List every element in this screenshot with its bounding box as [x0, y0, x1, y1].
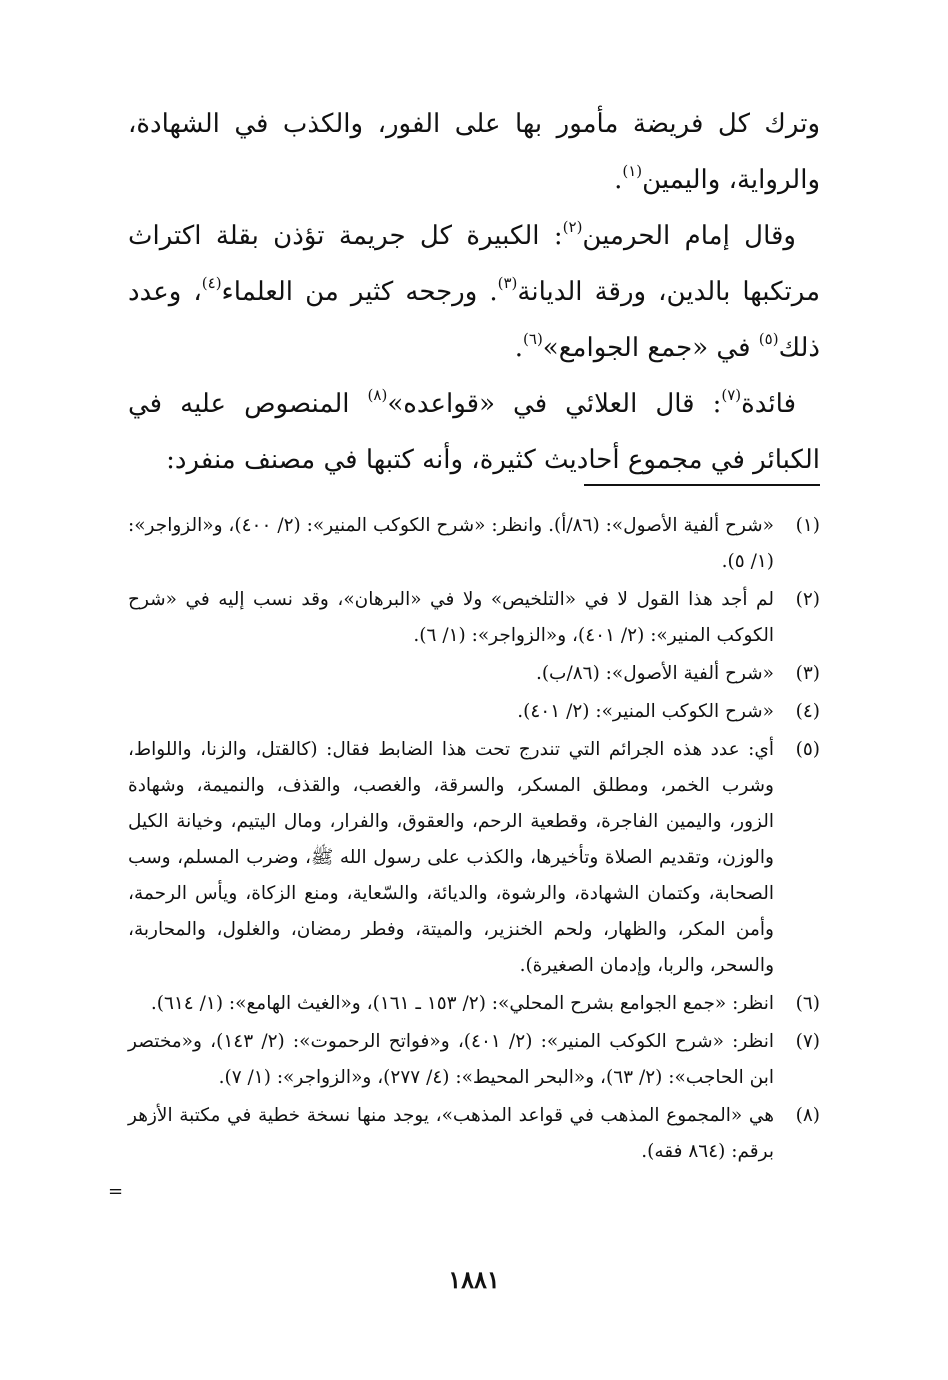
paragraph-text: المنصوص عليه في الكبائر في مجموع أحاديث كثيرة، وأنه كتبها في مصنف منفرد: — [128, 389, 820, 475]
paragraph-text: ، وعدد ذلك — [128, 277, 820, 363]
footnote — [128, 1024, 820, 1096]
continuation-mark: = — [108, 1181, 124, 1202]
footnote-text: أي: عدد هذه الجرائم التي تندرج تحت هذا الضابط فقال: (كالقتل، والزنا، واللواط، وشرب الخمر، ومطلق المسكر، والسرقة، والغصب، والقذف، والنميمة، وشهادة الزور، واليمين الفاجرة، وقطعية الرحم، والعقوق، والفرار، ومال اليتيم، وخيانة الكيل والوزن، وتقديم الصلاة وتأخيرها، والكذب على رسول الله ﷺ، وضرب المسلم، وسب الصحابة، وكتمان الشهادة، والرشوة، والديائة، والسّعاية، ومنع الزكاة، ويأس الرحمة، وأمن المكر، والظهار، ولحم الخنزير، والميتة، وفطر رمضان، والغلول، والمحاربة، والسحر، والربا، وإدمان الصغيرة). — [128, 739, 774, 976]
page-number: ١٨٨١ — [448, 1265, 500, 1294]
footnote-marker: (١) — [622, 162, 643, 180]
footnote-marker: (٧) — [721, 386, 742, 404]
paragraph-text: وقال إمام الحرمين — [582, 221, 796, 251]
footnote-marker: (٨) — [367, 386, 388, 404]
footnote-number: (١) — [795, 515, 820, 536]
footnote-marker: (٣) — [497, 274, 518, 292]
footnote-text: «شرح ألفية الأصول»: (٨٦/ب). — [535, 663, 774, 684]
footnote-marker: (٢) — [562, 218, 583, 236]
paragraph-text: في «جمع الجوامع» — [542, 333, 759, 363]
footnote-number: (٣) — [795, 663, 820, 684]
footnote-number: (٧) — [795, 1031, 820, 1052]
paragraph-text: . ورجحه كثير من العلماء — [221, 277, 498, 307]
paragraph-text: وترك كل فريضة مأمور بها على الفور، والكذب في الشهادة، والرواية، واليمين — [128, 109, 820, 195]
footnote-number: (٦) — [795, 993, 820, 1014]
footnote-text: لم أجد هذا القول لا في «التلخيص» ولا في «البرهان»، وقد نسب إليه في «شرح الكوكب المنير»: (٢/ ٤٠١)، و«الزواجر»: (١/ ٦). — [128, 589, 774, 646]
paragraph-text: . — [614, 165, 623, 195]
footnotes — [128, 508, 820, 1172]
footnote — [128, 694, 820, 730]
paragraph-text: . — [514, 333, 524, 363]
paragraph-text: فائدة — [741, 389, 796, 419]
paragraph-text: : قال العلائي في «قواعده» — [387, 389, 722, 419]
footnote-number: (٥) — [795, 739, 820, 760]
paragraph — [128, 376, 820, 488]
paragraph — [128, 208, 820, 376]
footnote — [128, 582, 820, 654]
footnote-text: «شرح الكوكب المنير»: (٢/ ٤٠١). — [517, 701, 774, 722]
footnote-text: انظر: «شرح الكوكب المنير»: (٢/ ٤٠١)، و«فواتح الرحموت»: (٢/ ١٤٣)، و«مختصر ابن الحاجب»: (٢/ ٦٣)، و«البحر المحيط»: (٤/ ٢٧٧)، و«الزواجر»: (١/ ٧). — [128, 1031, 774, 1088]
footnote — [128, 656, 820, 692]
footnote-number: (٤) — [795, 701, 820, 722]
footnote — [128, 732, 820, 984]
main-text — [128, 96, 820, 488]
footnote — [128, 1098, 820, 1170]
footnote — [128, 986, 820, 1022]
paragraph — [128, 96, 820, 208]
footnote-number: (٢) — [795, 589, 820, 610]
footnote-marker: (٥) — [758, 330, 779, 348]
footnote-text: انظر: «جمع الجوامع بشرح المحلي»: (٢/ ١٥٣ ـ ١٦١)، و«الغيث الهامع»: (١/ ٦١٤). — [150, 993, 774, 1014]
footnote-marker: (٦) — [523, 330, 543, 348]
footnote-marker: (٤) — [201, 274, 222, 292]
footnote-number: (٨) — [795, 1105, 820, 1126]
footnote-separator — [584, 484, 820, 486]
footnote-text: هي «المجموع المذهب في قواعد المذهب»، يوجد منها نسخة خطية في مكتبة الأزهر برقم: (٨٦٤ فقه). — [128, 1105, 774, 1162]
footnote — [128, 508, 820, 580]
footnote-text: «شرح ألفية الأصول»: (٨٦/أ). وانظر: «شرح الكوكب المنير»: (٢/ ٤٠٠)، و«الزواجر»: (١/ ٥). — [128, 515, 774, 572]
paragraph-text: : الكبيرة كل جريمة تؤذن بقلة اكتراث مرتكبها بالدين، ورقة الديانة — [128, 221, 820, 307]
